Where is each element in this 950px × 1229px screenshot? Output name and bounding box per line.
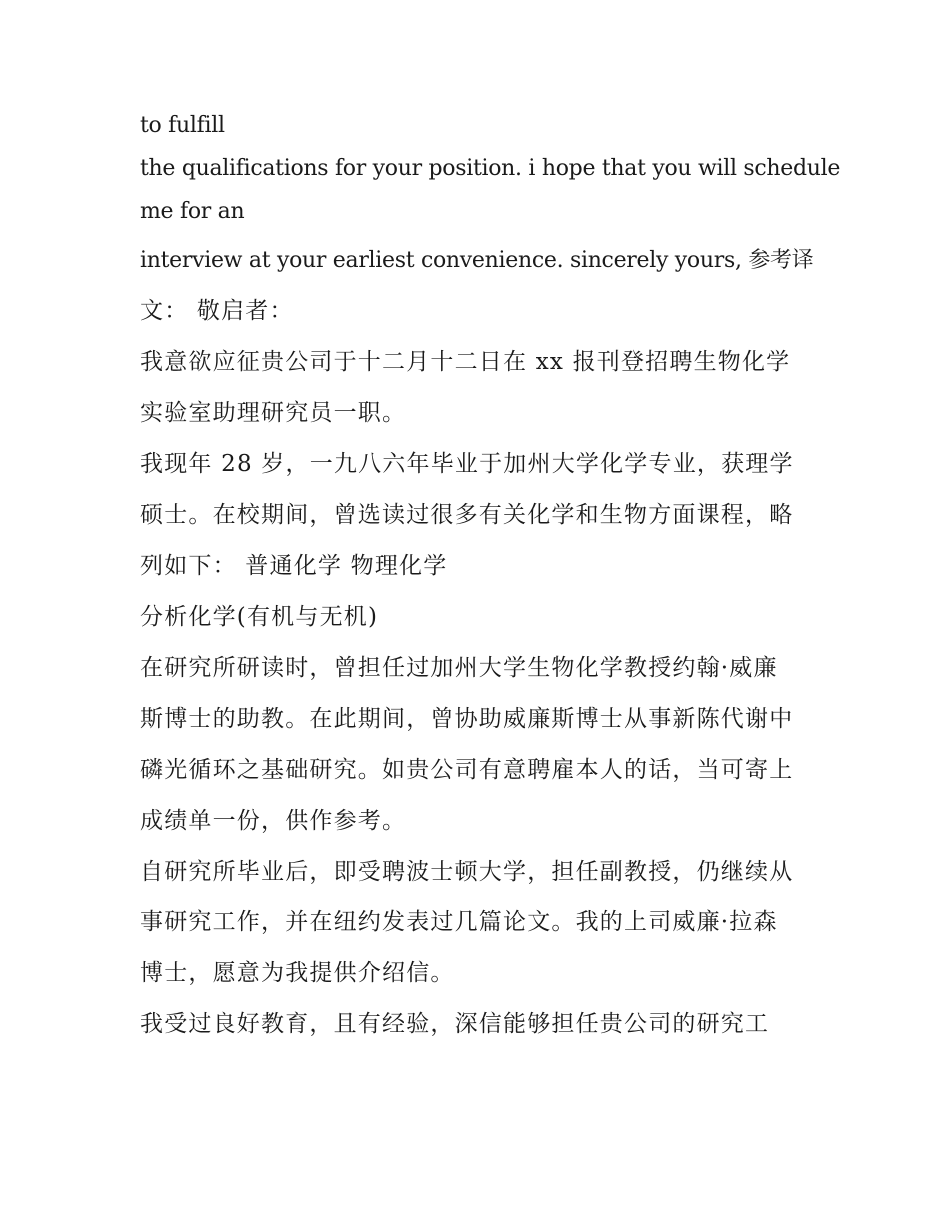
text-line-13: 斯博士的助教。在此期间，曾协助威廉斯博士从事新陈代谢中 bbox=[140, 706, 794, 732]
text-line-6: 我意欲应征贵公司于十二月十二日在 xx 报刊登招聘生物化学 bbox=[140, 349, 791, 375]
text-line-1: to fulfill bbox=[140, 113, 225, 138]
text-line-15: 成绩单一份，供作参考。 bbox=[140, 808, 407, 834]
text-line-10: 列如下： 普通化学 物理化学 bbox=[140, 553, 448, 579]
text-line-14: 磷光循环之基础研究。如贵公司有意聘雇本人的话，当可寄上 bbox=[140, 757, 794, 783]
text-line-4: interview at your earliest convenience. sincerely yours, 参考译 bbox=[140, 248, 814, 273]
text-line-3: me for an bbox=[140, 199, 245, 224]
text-line-11: 分析化学(有机与无机) bbox=[140, 604, 379, 630]
text-line-12: 在研究所研读时，曾担任过加州大学生物化学教授约翰·威廉 bbox=[140, 655, 778, 681]
text-line-16: 自研究所毕业后，即受聘波士顿大学，担任副教授，仍继续从 bbox=[140, 859, 794, 885]
text-line-5: 文： 敬启者： bbox=[140, 298, 294, 324]
text-line-7: 实验室助理研究员一职。 bbox=[140, 400, 407, 426]
text-line-9: 硕士。在校期间，曾选读过很多有关化学和生物方面课程，略 bbox=[140, 502, 794, 528]
text-line-2: the qualifications for your position. i hope that you will schedule bbox=[140, 156, 841, 181]
text-line-17: 事研究工作，并在纽约发表过几篇论文。我的上司威廉·拉森 bbox=[140, 909, 778, 935]
text-line-8: 我现年 28 岁，一九八六年毕业于加州大学化学专业，获理学 bbox=[140, 451, 794, 477]
text-line-18: 博士，愿意为我提供介绍信。 bbox=[140, 960, 455, 986]
text-line-19: 我受过良好教育，且有经验，深信能够担任贵公司的研究工 bbox=[140, 1011, 770, 1037]
